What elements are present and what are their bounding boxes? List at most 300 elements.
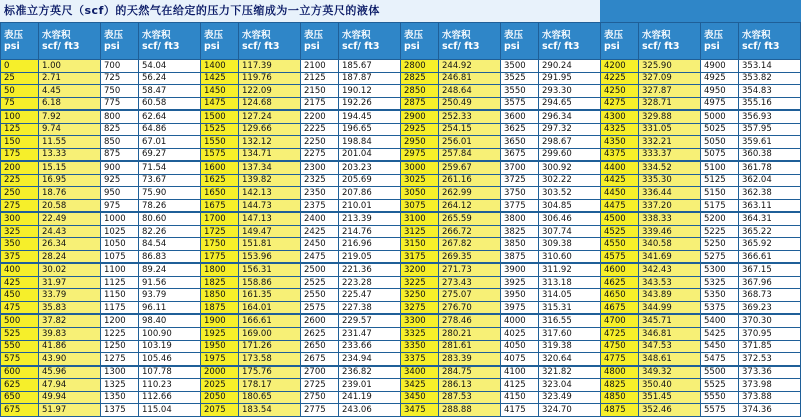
volume-cell: 363.11 bbox=[739, 199, 801, 212]
volume-cell: 231.47 bbox=[339, 327, 401, 340]
pressure-cell: 375 bbox=[1, 250, 39, 263]
pressure-cell: 1975 bbox=[201, 353, 239, 366]
volume-cell: 82.26 bbox=[139, 225, 201, 238]
volume-cell: 261.16 bbox=[439, 174, 501, 187]
volume-cell: 132.12 bbox=[239, 136, 301, 149]
volume-cell: 302.22 bbox=[539, 174, 601, 187]
pressure-cell: 3575 bbox=[501, 97, 539, 110]
volume-header-label: 水容积 bbox=[542, 30, 571, 41]
volume-cell: 310.60 bbox=[539, 250, 601, 263]
pressure-cell: 2425 bbox=[301, 225, 339, 238]
pressure-cell: 4075 bbox=[501, 353, 539, 366]
pressure-cell: 5500 bbox=[701, 366, 739, 379]
volume-cell: 353.14 bbox=[739, 60, 801, 73]
pressure-header bbox=[1, 23, 39, 60]
volume-cell: 291.95 bbox=[539, 72, 601, 85]
volume-cell: 98.40 bbox=[139, 314, 201, 327]
volume-cell: 153.96 bbox=[239, 250, 301, 263]
pressure-cell: 1900 bbox=[201, 314, 239, 327]
volume-cell: 100.90 bbox=[139, 327, 201, 340]
volume-cell: 89.24 bbox=[139, 263, 201, 276]
pressure-cell: 1350 bbox=[101, 391, 139, 404]
pressure-cell: 300 bbox=[1, 212, 39, 225]
pressure-cell: 2925 bbox=[401, 123, 439, 136]
volume-cell: 93.79 bbox=[139, 289, 201, 302]
pressure-cell: 3950 bbox=[501, 289, 539, 302]
volume-cell: 30.02 bbox=[39, 263, 101, 276]
pressure-cell: 450 bbox=[1, 289, 39, 302]
pressure-cell: 1575 bbox=[201, 148, 239, 161]
pressure-cell: 1075 bbox=[101, 250, 139, 263]
volume-cell: 45.96 bbox=[39, 366, 101, 379]
pressure-cell: 1775 bbox=[201, 250, 239, 263]
pressure-cell: 3450 bbox=[401, 391, 439, 404]
volume-cell: 96.11 bbox=[139, 301, 201, 314]
pressure-header-label: 表压 bbox=[104, 30, 124, 41]
volume-cell: 323.49 bbox=[539, 391, 601, 404]
pressure-cell: 3375 bbox=[401, 353, 439, 366]
volume-cell: 13.33 bbox=[39, 148, 101, 161]
pressure-cell: 500 bbox=[1, 314, 39, 327]
pressure-cell: 4225 bbox=[601, 72, 639, 85]
volume-cell: 43.90 bbox=[39, 353, 101, 366]
volume-cell: 321.82 bbox=[539, 366, 601, 379]
pressure-cell: 5350 bbox=[701, 289, 739, 302]
pressure-cell: 250 bbox=[1, 187, 39, 200]
volume-cell: 296.34 bbox=[539, 110, 601, 123]
pressure-cell: 5525 bbox=[701, 379, 739, 392]
volume-cell: 15.15 bbox=[39, 161, 101, 174]
pressure-header bbox=[701, 23, 739, 60]
volume-cell: 320.64 bbox=[539, 353, 601, 366]
pressure-cell: 3850 bbox=[501, 238, 539, 251]
pressure-cell: 4125 bbox=[501, 379, 539, 392]
pressure-cell: 1700 bbox=[201, 212, 239, 225]
pressure-cell: 3475 bbox=[401, 404, 439, 417]
volume-cell: 341.69 bbox=[639, 250, 701, 263]
volume-cell: 54.04 bbox=[139, 60, 201, 73]
volume-cell: 2.71 bbox=[39, 72, 101, 85]
volume-header-label: 水容积 bbox=[742, 30, 771, 41]
pressure-cell: 2075 bbox=[201, 404, 239, 417]
volume-cell: 18.76 bbox=[39, 187, 101, 200]
volume-header-label: 水容积 bbox=[342, 30, 371, 41]
pressure-cell: 1325 bbox=[101, 379, 139, 392]
pressure-header-unit: psi bbox=[104, 41, 120, 52]
volume-cell: 366.61 bbox=[739, 250, 801, 263]
pressure-header-unit: psi bbox=[504, 41, 520, 52]
volume-cell: 60.58 bbox=[139, 97, 201, 110]
volume-cell: 317.60 bbox=[539, 327, 601, 340]
table-row bbox=[1, 340, 801, 353]
pressure-cell: 2900 bbox=[401, 110, 439, 123]
pressure-cell: 4550 bbox=[601, 238, 639, 251]
pressure-cell: 4825 bbox=[601, 379, 639, 392]
volume-cell: 281.61 bbox=[439, 340, 501, 353]
pressure-cell: 3325 bbox=[401, 327, 439, 340]
volume-cell: 178.17 bbox=[239, 379, 301, 392]
pressure-cell: 3775 bbox=[501, 199, 539, 212]
pressure-cell: 850 bbox=[101, 136, 139, 149]
volume-cell: 342.43 bbox=[639, 263, 701, 276]
volume-cell: 356.93 bbox=[739, 110, 801, 123]
pressure-cell: 3975 bbox=[501, 301, 539, 314]
volume-header-unit: scf/ ft3 bbox=[742, 41, 780, 52]
pressure-cell: 4925 bbox=[701, 72, 739, 85]
volume-cell: 239.01 bbox=[339, 379, 401, 392]
pressure-cell: 4425 bbox=[601, 174, 639, 187]
volume-cell: 288.88 bbox=[439, 404, 501, 417]
pressure-cell: 3425 bbox=[401, 379, 439, 392]
pressure-cell: 175 bbox=[1, 148, 39, 161]
volume-cell: 354.83 bbox=[739, 85, 801, 98]
pressure-cell: 4875 bbox=[601, 404, 639, 417]
volume-cell: 7.92 bbox=[39, 110, 101, 123]
pressure-cell: 2250 bbox=[301, 136, 339, 149]
pressure-cell: 4650 bbox=[601, 289, 639, 302]
pressure-cell: 875 bbox=[101, 148, 139, 161]
volume-cell: 299.60 bbox=[539, 148, 601, 161]
pressure-cell: 5400 bbox=[701, 314, 739, 327]
pressure-cell: 1200 bbox=[101, 314, 139, 327]
volume-header bbox=[39, 23, 101, 60]
pressure-cell: 2875 bbox=[401, 97, 439, 110]
volume-cell: 31.97 bbox=[39, 276, 101, 289]
pressure-cell: 5300 bbox=[701, 263, 739, 276]
compression-table bbox=[0, 22, 801, 417]
table-row bbox=[1, 123, 801, 136]
volume-cell: 372.53 bbox=[739, 353, 801, 366]
pressure-cell: 1125 bbox=[101, 276, 139, 289]
volume-cell: 164.01 bbox=[239, 301, 301, 314]
volume-header-unit: scf/ ft3 bbox=[442, 41, 480, 52]
volume-cell: 252.33 bbox=[439, 110, 501, 123]
volume-cell: 370.95 bbox=[739, 327, 801, 340]
pressure-cell: 4000 bbox=[501, 314, 539, 327]
table-row bbox=[1, 85, 801, 98]
volume-cell: 171.26 bbox=[239, 340, 301, 353]
pressure-cell: 775 bbox=[101, 97, 139, 110]
pressure-cell: 3650 bbox=[501, 136, 539, 149]
volume-cell: 161.35 bbox=[239, 289, 301, 302]
pressure-cell: 825 bbox=[101, 123, 139, 136]
pressure-cell: 675 bbox=[1, 404, 39, 417]
pressure-cell: 3250 bbox=[401, 289, 439, 302]
volume-cell: 365.92 bbox=[739, 238, 801, 251]
volume-cell: 229.57 bbox=[339, 314, 401, 327]
pressure-cell: 4600 bbox=[601, 263, 639, 276]
volume-cell: 119.76 bbox=[239, 72, 301, 85]
volume-cell: 4.45 bbox=[39, 85, 101, 98]
pressure-cell: 1475 bbox=[201, 97, 239, 110]
pressure-cell: 2675 bbox=[301, 353, 339, 366]
volume-cell: 56.24 bbox=[139, 72, 201, 85]
pressure-cell: 2375 bbox=[301, 199, 339, 212]
pressure-cell: 4675 bbox=[601, 301, 639, 314]
volume-cell: 269.35 bbox=[439, 250, 501, 263]
pressure-cell: 600 bbox=[1, 366, 39, 379]
volume-cell: 348.61 bbox=[639, 353, 701, 366]
table-body bbox=[1, 60, 801, 417]
pressure-cell: 4950 bbox=[701, 85, 739, 98]
volume-cell: 110.23 bbox=[139, 379, 201, 392]
volume-cell: 180.65 bbox=[239, 391, 301, 404]
pressure-cell: 1850 bbox=[201, 289, 239, 302]
volume-cell: 323.04 bbox=[539, 379, 601, 392]
pressure-cell: 125 bbox=[1, 123, 39, 136]
pressure-cell: 700 bbox=[101, 60, 139, 73]
volume-cell: 336.44 bbox=[639, 187, 701, 200]
volume-cell: 156.31 bbox=[239, 263, 301, 276]
pressure-cell: 2575 bbox=[301, 301, 339, 314]
volume-cell: 37.82 bbox=[39, 314, 101, 327]
volume-cell: 327.87 bbox=[639, 85, 701, 98]
pressure-cell: 75 bbox=[1, 97, 39, 110]
volume-cell: 213.39 bbox=[339, 212, 401, 225]
volume-cell: 201.04 bbox=[339, 148, 401, 161]
pressure-cell: 650 bbox=[1, 391, 39, 404]
volume-cell: 319.38 bbox=[539, 340, 601, 353]
pressure-header-label: 表压 bbox=[4, 30, 24, 41]
pressure-header-label: 表压 bbox=[304, 30, 324, 41]
pressure-header-label: 表压 bbox=[604, 30, 624, 41]
volume-cell: 112.66 bbox=[139, 391, 201, 404]
pressure-cell: 2700 bbox=[301, 366, 339, 379]
pressure-cell: 1425 bbox=[201, 72, 239, 85]
pressure-cell: 525 bbox=[1, 327, 39, 340]
pressure-cell: 3550 bbox=[501, 85, 539, 98]
volume-cell: 276.70 bbox=[439, 301, 501, 314]
pressure-header-label: 表压 bbox=[504, 30, 524, 41]
pressure-cell: 3175 bbox=[401, 250, 439, 263]
pressure-cell: 2200 bbox=[301, 110, 339, 123]
volume-cell: 267.82 bbox=[439, 238, 501, 251]
volume-cell: 345.71 bbox=[639, 314, 701, 327]
table-row bbox=[1, 187, 801, 200]
pressure-cell: 3900 bbox=[501, 263, 539, 276]
pressure-header-unit: psi bbox=[704, 41, 720, 52]
volume-cell: 337.20 bbox=[639, 199, 701, 212]
pressure-cell: 4450 bbox=[601, 187, 639, 200]
volume-header-label: 水容积 bbox=[242, 30, 271, 41]
volume-cell: 11.55 bbox=[39, 136, 101, 149]
pressure-cell: 4325 bbox=[601, 123, 639, 136]
table-row bbox=[1, 289, 801, 302]
pressure-cell: 1225 bbox=[101, 327, 139, 340]
pressure-cell: 4200 bbox=[601, 60, 639, 73]
volume-cell: 49.94 bbox=[39, 391, 101, 404]
volume-cell: 147.13 bbox=[239, 212, 301, 225]
volume-cell: 169.00 bbox=[239, 327, 301, 340]
volume-cell: 71.54 bbox=[139, 161, 201, 174]
pressure-cell: 5475 bbox=[701, 353, 739, 366]
volume-cell: 78.26 bbox=[139, 199, 201, 212]
volume-header bbox=[339, 23, 401, 60]
pressure-cell: 5225 bbox=[701, 225, 739, 238]
volume-cell: 293.30 bbox=[539, 85, 601, 98]
pressure-cell: 1050 bbox=[101, 238, 139, 251]
pressure-header-unit: psi bbox=[304, 41, 320, 52]
pressure-header-unit: psi bbox=[604, 41, 620, 52]
pressure-cell: 1300 bbox=[101, 366, 139, 379]
table-row bbox=[1, 366, 801, 379]
pressure-cell: 2975 bbox=[401, 148, 439, 161]
pressure-cell: 3925 bbox=[501, 276, 539, 289]
pressure-cell: 1025 bbox=[101, 225, 139, 238]
pressure-cell: 4100 bbox=[501, 366, 539, 379]
pressure-cell: 3200 bbox=[401, 263, 439, 276]
pressure-cell: 2850 bbox=[401, 85, 439, 98]
pressure-cell: 4025 bbox=[501, 327, 539, 340]
volume-header-unit: scf/ ft3 bbox=[542, 41, 580, 52]
pressure-cell: 2450 bbox=[301, 238, 339, 251]
volume-cell: 349.32 bbox=[639, 366, 701, 379]
volume-cell: 35.83 bbox=[39, 301, 101, 314]
pressure-cell: 2000 bbox=[201, 366, 239, 379]
pressure-cell: 3750 bbox=[501, 187, 539, 200]
volume-cell: 28.24 bbox=[39, 250, 101, 263]
volume-cell: 294.65 bbox=[539, 97, 601, 110]
table-row bbox=[1, 327, 801, 340]
pressure-cell: 4175 bbox=[501, 404, 539, 417]
volume-cell: 62.64 bbox=[139, 110, 201, 123]
volume-cell: 373.36 bbox=[739, 366, 801, 379]
volume-cell: 265.59 bbox=[439, 212, 501, 225]
pressure-cell: 4775 bbox=[601, 353, 639, 366]
volume-cell: 275.07 bbox=[439, 289, 501, 302]
volume-cell: 307.74 bbox=[539, 225, 601, 238]
pressure-cell: 1875 bbox=[201, 301, 239, 314]
pressure-cell: 2300 bbox=[301, 161, 339, 174]
volume-cell: 91.56 bbox=[139, 276, 201, 289]
pressure-cell: 3675 bbox=[501, 148, 539, 161]
pressure-cell: 575 bbox=[1, 353, 39, 366]
pressure-cell: 200 bbox=[1, 161, 39, 174]
volume-cell: 124.68 bbox=[239, 97, 301, 110]
table-row bbox=[1, 263, 801, 276]
volume-cell: 334.52 bbox=[639, 161, 701, 174]
volume-cell: 103.19 bbox=[139, 340, 201, 353]
volume-header-unit: scf/ ft3 bbox=[242, 41, 280, 52]
pressure-cell: 4250 bbox=[601, 85, 639, 98]
volume-cell: 241.19 bbox=[339, 391, 401, 404]
volume-cell: 361.78 bbox=[739, 161, 801, 174]
volume-cell: 338.33 bbox=[639, 212, 701, 225]
volume-cell: 219.05 bbox=[339, 250, 401, 263]
volume-cell: 227.38 bbox=[339, 301, 401, 314]
volume-cell: 298.67 bbox=[539, 136, 601, 149]
volume-cell: 107.78 bbox=[139, 366, 201, 379]
volume-cell: 357.95 bbox=[739, 123, 801, 136]
pressure-cell: 2750 bbox=[301, 391, 339, 404]
volume-cell: 256.01 bbox=[439, 136, 501, 149]
pressure-cell: 2225 bbox=[301, 123, 339, 136]
volume-cell: 139.82 bbox=[239, 174, 301, 187]
volume-cell: 183.54 bbox=[239, 404, 301, 417]
pressure-cell: 4525 bbox=[601, 225, 639, 238]
volume-cell: 250.49 bbox=[439, 97, 501, 110]
pressure-cell: 1500 bbox=[201, 110, 239, 123]
pressure-cell: 2050 bbox=[201, 391, 239, 404]
pressure-cell: 25 bbox=[1, 72, 39, 85]
table-row bbox=[1, 353, 801, 366]
pressure-cell: 4375 bbox=[601, 148, 639, 161]
pressure-cell: 1550 bbox=[201, 136, 239, 149]
volume-cell: 314.05 bbox=[539, 289, 601, 302]
pressure-cell: 4800 bbox=[601, 366, 639, 379]
volume-cell: 313.18 bbox=[539, 276, 601, 289]
table-row bbox=[1, 174, 801, 187]
pressure-cell: 4150 bbox=[501, 391, 539, 404]
volume-cell: 115.04 bbox=[139, 404, 201, 417]
volume-cell: 360.38 bbox=[739, 148, 801, 161]
volume-cell: 67.01 bbox=[139, 136, 201, 149]
table-row bbox=[1, 199, 801, 212]
volume-cell: 24.43 bbox=[39, 225, 101, 238]
volume-cell: 297.32 bbox=[539, 123, 601, 136]
pressure-cell: 2275 bbox=[301, 148, 339, 161]
pressure-cell: 325 bbox=[1, 225, 39, 238]
pressure-cell: 1625 bbox=[201, 174, 239, 187]
volume-header-label: 水容积 bbox=[42, 30, 71, 41]
pressure-cell: 4750 bbox=[601, 340, 639, 353]
volume-cell: 367.15 bbox=[739, 263, 801, 276]
pressure-cell: 5175 bbox=[701, 199, 739, 212]
pressure-cell: 1400 bbox=[201, 60, 239, 73]
pressure-cell: 2500 bbox=[301, 263, 339, 276]
volume-cell: 331.05 bbox=[639, 123, 701, 136]
table-row bbox=[1, 225, 801, 238]
page-title: 标准立方英尺（scf）的天然气在给定的压力下压缩成为一立方英尺的液体 bbox=[0, 0, 600, 22]
pressure-cell: 4850 bbox=[601, 391, 639, 404]
volume-cell: 262.99 bbox=[439, 187, 501, 200]
pressure-cell: 1950 bbox=[201, 340, 239, 353]
pressure-cell: 5125 bbox=[701, 174, 739, 187]
volume-cell: 273.43 bbox=[439, 276, 501, 289]
pressure-cell: 2175 bbox=[301, 97, 339, 110]
volume-cell: 84.54 bbox=[139, 238, 201, 251]
pressure-cell: 4050 bbox=[501, 340, 539, 353]
volume-cell: 306.46 bbox=[539, 212, 601, 225]
volume-cell: 105.46 bbox=[139, 353, 201, 366]
volume-cell: 248.64 bbox=[439, 85, 501, 98]
table-row bbox=[1, 391, 801, 404]
pressure-cell: 400 bbox=[1, 263, 39, 276]
volume-cell: 374.36 bbox=[739, 404, 801, 417]
table-row bbox=[1, 161, 801, 174]
pressure-cell: 4350 bbox=[601, 136, 639, 149]
volume-cell: 316.55 bbox=[539, 314, 601, 327]
volume-cell: 64.86 bbox=[139, 123, 201, 136]
pressure-cell: 4475 bbox=[601, 199, 639, 212]
pressure-cell: 5100 bbox=[701, 161, 739, 174]
pressure-header-unit: psi bbox=[404, 41, 420, 52]
volume-cell: 41.86 bbox=[39, 340, 101, 353]
volume-cell: 207.86 bbox=[339, 187, 401, 200]
pressure-cell: 1600 bbox=[201, 161, 239, 174]
volume-cell: 284.75 bbox=[439, 366, 501, 379]
volume-cell: 194.45 bbox=[339, 110, 401, 123]
pressure-cell: 5150 bbox=[701, 187, 739, 200]
pressure-header-unit: psi bbox=[4, 41, 20, 52]
pressure-cell: 3225 bbox=[401, 276, 439, 289]
volume-cell: 158.86 bbox=[239, 276, 301, 289]
pressure-cell: 5025 bbox=[701, 123, 739, 136]
volume-cell: 327.09 bbox=[639, 72, 701, 85]
volume-cell: 369.23 bbox=[739, 301, 801, 314]
volume-cell: 280.21 bbox=[439, 327, 501, 340]
volume-cell: 225.47 bbox=[339, 289, 401, 302]
